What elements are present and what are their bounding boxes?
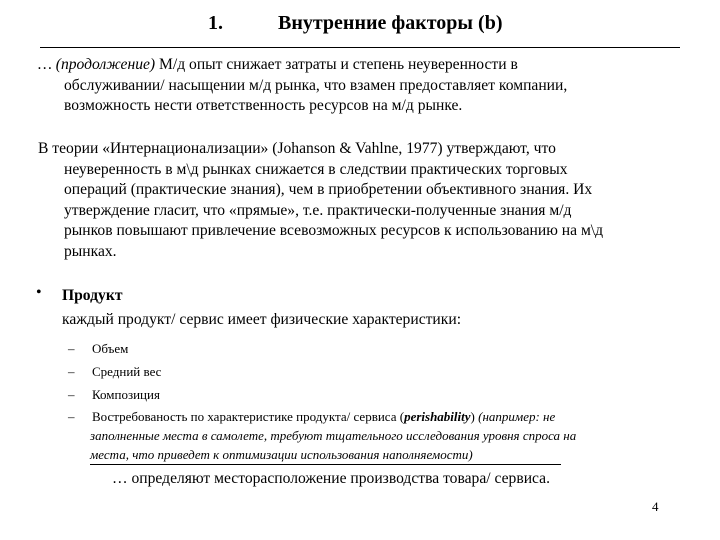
page-number: 4 [652, 499, 659, 514]
underline-divider [90, 464, 561, 465]
p2-line5: рынков повышают привлечение всевозможных ресурсов к использованию на м\д [64, 222, 604, 239]
dash-icon: – [68, 341, 75, 356]
item4-text-d: (например: не [478, 409, 556, 424]
p2-line1: В теории «Интернационализации» (Johanson & Vahlne, 1977) утверждают, что [38, 140, 556, 157]
paragraph-experience [38, 55, 678, 117]
p1-line1-rest: М/д опыт снижает затраты и степень неуверенности в [155, 56, 518, 73]
list-item-text: Композиция [92, 387, 160, 402]
p2-line2: неуверенность в м\д рынках снижается в следствии практических торговых [64, 160, 568, 178]
p1-line3: возможность нести ответственность ресурсов на м/д рынке. [64, 97, 463, 114]
list-item-text: Объем [92, 341, 129, 356]
product-subtitle: каждый продукт/ сервис имеет физические характеристики: [62, 311, 462, 328]
dash-icon: – [68, 364, 75, 379]
p2-line6: рынках. [64, 242, 117, 260]
item4-text-c: ) [470, 409, 479, 424]
p1-line1 [38, 55, 678, 76]
title-divider [40, 47, 680, 48]
conclusion-text: … определяют месторасположение производства товара/ сервиса. [112, 470, 550, 487]
item4-term: perishability [404, 409, 471, 424]
bullet-icon: • [36, 284, 42, 301]
dash-icon: – [68, 387, 75, 402]
p1-line2: обслуживании/ насыщении м/д рынка, что взамен предоставляет компании, [64, 76, 568, 94]
title-number: 1. [208, 12, 223, 34]
list-item-text [92, 408, 692, 425]
item4-continuation-2: места, что приведет к оптимизации использования наполняемости) [90, 447, 473, 462]
p2-line3: операций (практические знания), чем в приобретении объективного знания. Их [64, 181, 593, 198]
dash-icon: – [68, 409, 75, 424]
product-heading: Продукт [62, 287, 123, 304]
list-item-text: Средний вес [92, 364, 162, 379]
title-text: Внутренние факторы (b) [278, 12, 503, 34]
item4-continuation-1: заполненные места в самолете, требуют тщательного исследования уровня спроса на [90, 428, 577, 443]
p2-line4: утверждение гласит, что «прямые», т.е. практически-полученные знания м/д [64, 201, 572, 219]
paragraph-internationalization [38, 139, 678, 262]
p1-lead: … (продолжение) [38, 56, 156, 73]
item4-text-a: Востребованость по характеристике продукта/ сервиса ( [92, 409, 405, 424]
